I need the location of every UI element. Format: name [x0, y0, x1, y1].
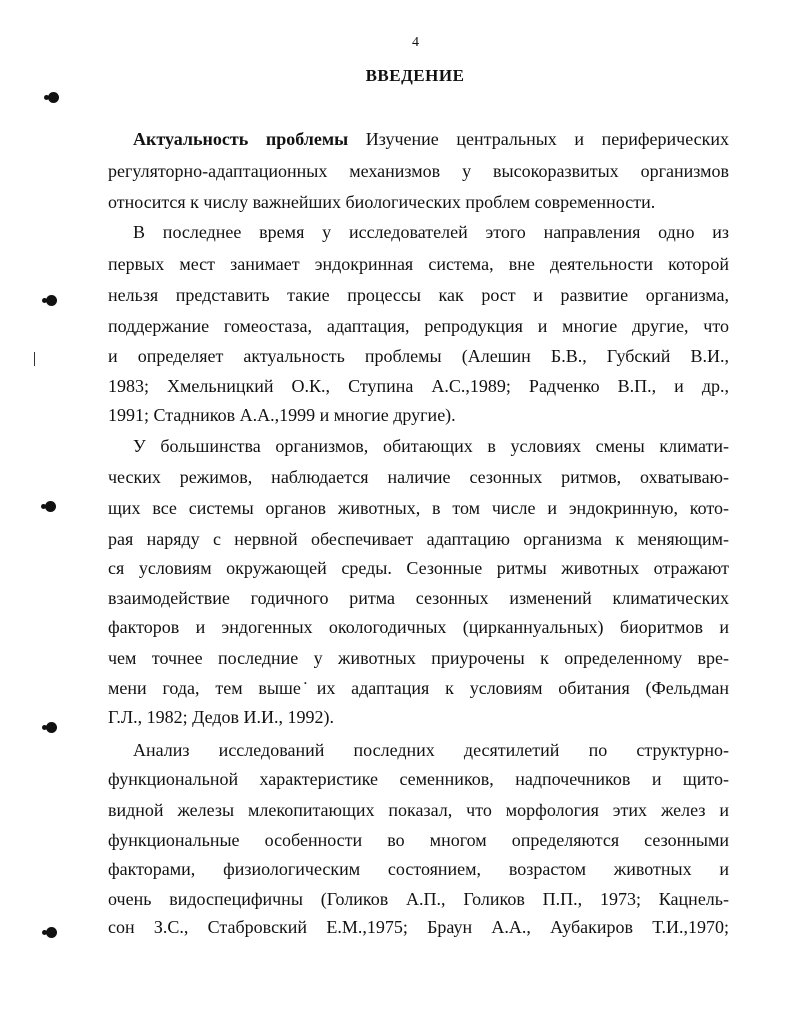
binder-hole-icon — [46, 722, 57, 733]
text-line: первых мест занимает эндокринная система, вне деятельности которой — [108, 254, 729, 274]
text-line: видной железы млекопитающих показал, что морфология этих желез и — [108, 800, 729, 820]
text-line: рая наряду с нервной обеспечивает адаптацию организма к меняющим- — [108, 529, 729, 549]
text-line: В последнее время у исследователей этого направления одно из — [133, 222, 729, 242]
binder-hole-icon — [45, 501, 56, 512]
lead-phrase: Актуальность проблемы — [133, 129, 349, 149]
text-line: ческих режимов, наблюдается наличие сезонных ритмов, охватываю- — [108, 467, 729, 487]
text-line: регуляторно-адаптационных механизмов у высокоразвитых организмов — [108, 161, 729, 181]
text-line: Анализ исследований последних десятилетий по структурно- — [133, 740, 729, 760]
text-line: поддержание гомеостаза, адаптация, репродукция и многие другие, что — [108, 316, 729, 336]
text-line: факторов и эндогенных окологодичных (цирканнуальных) биоритмов и — [108, 617, 729, 637]
text-line: и определяет актуальность проблемы (Алешин Б.В., Губский В.И., — [108, 346, 729, 366]
text-span: Изучение центральных и периферических — [365, 129, 730, 149]
page-number: 4 — [412, 35, 419, 50]
text-line: щих все системы органов животных, в том числе и эндокринную, кото- — [108, 498, 729, 518]
text-line: У большинства организмов, обитающих в условиях смены климати- — [133, 436, 729, 456]
section-heading: ВВЕДЕНИЕ — [365, 66, 465, 85]
text-line: чем точнее последние у животных приурочены к определенному вре- — [108, 648, 729, 668]
margin-tick — [34, 352, 35, 366]
text-line: ся условиям окружающей среды. Сезонные ритмы животных отражают — [108, 558, 729, 578]
text-line: функциональной характеристике семенников, надпочечников и щито- — [108, 769, 729, 789]
binder-hole-icon — [46, 927, 57, 938]
text-line: факторами, физиологическим состоянием, возрастом животных и — [108, 859, 729, 879]
text-line: 1983; Хмельницкий О.К., Ступина А.С.,1989; Радченко В.П., и др., — [108, 376, 729, 396]
text-line: нельзя представить такие процессы как рост и развитие организма, — [108, 285, 729, 305]
text-line: сон З.С., Стабровский Е.М.,1975; Браун А.А., Аубакиров Т.И.,1970; — [108, 917, 729, 937]
text-line: взаимодействие годичного ритма сезонных изменений климатических — [108, 588, 729, 608]
text-line: 1991; Стадников А.А.,1999 и многие другие). — [108, 405, 456, 425]
binder-hole-icon — [48, 92, 59, 103]
text-line: относится к числу важнейших биологических проблем современности. — [108, 192, 656, 212]
text-line: Г.Л., 1982; Дедов И.И., 1992). — [108, 707, 334, 727]
text-line — [133, 127, 729, 151]
text-line: мени года, тем выше ̇их адаптация к условиям обитания (Фельдман — [108, 678, 729, 698]
text-line: очень видоспецифичны (Голиков А.П., Голиков П.П., 1973; Кацнель- — [108, 889, 729, 909]
binder-hole-icon — [46, 295, 57, 306]
text-line: функциональные особенности во многом определяются сезонными — [108, 830, 729, 850]
